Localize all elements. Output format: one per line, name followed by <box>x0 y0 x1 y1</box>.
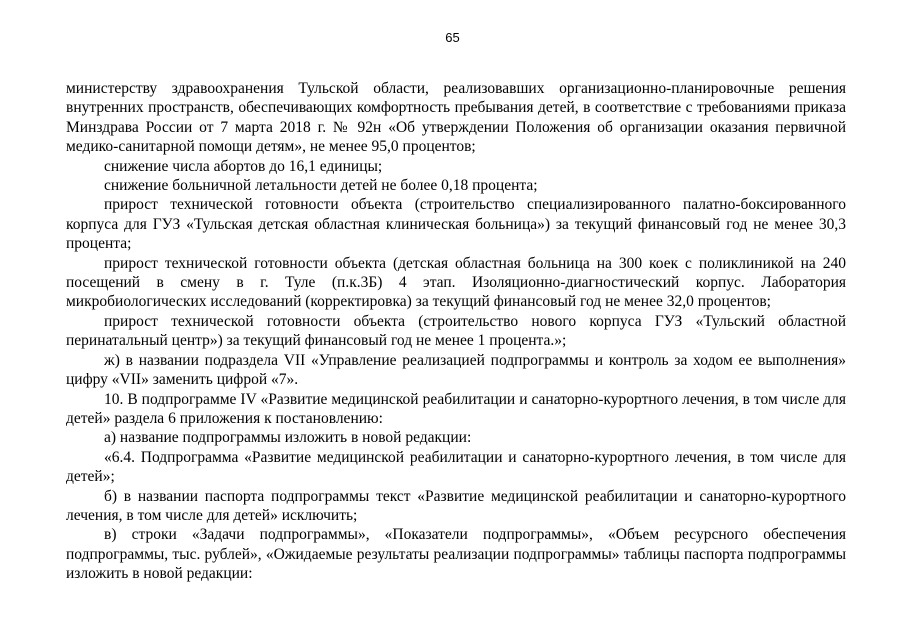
paragraph-subprogram-title: «6.4. Подпрограмма «Развитие медицинской реабилитации и санаторно-курортного лечения, в том числе для детей»; <box>66 448 846 486</box>
paragraph-item-10: 10. В подпрограмме IV «Развитие медицинской реабилитации и санаторно-курортного лечения, в том числе для детей» раздела 6 приложения к постановлению: <box>66 390 846 427</box>
paragraph-item-b: б) в названии паспорта подпрограммы текст «Развитие медицинской реабилитации и санаторно-курортного лечения, в том числе для детей» исключить; <box>66 487 846 524</box>
page-number: 65 <box>445 30 460 45</box>
paragraph-construction-progress-regional-hospital: прирост технической готовности объекта (детская областная больница на 300 коек с поликлиникой на 240 посещений в смену в г. Туле (п.к.3Б) 4 этап. Изоляционно-диагностический корпус. Лаборатория микробиологических исследований (корректировка) за текущий финансовый год не менее 32,0 процентов; <box>66 254 846 311</box>
paragraph-item-v: в) строки «Задачи подпрограммы», «Показатели подпрограммы», «Объем ресурсного обеспечения подпрограммы, тыс. рублей», «Ожидаемые результаты реализации подпрограммы» таблицы паспорта подпрограммы изложить в новой редакции: <box>66 526 846 583</box>
paragraph-construction-progress-perinatal-center: прирост технической готовности объекта (строительство нового корпуса ГУЗ «Тульский областной перинатальный центр») за текущий финансовый год не менее 1 процента.»; <box>66 312 846 350</box>
paragraph-abortion-reduction: снижение числа абортов до 16,1 единицы; <box>104 157 383 175</box>
paragraph-continuation: министерству здравоохранения Тульской области, реализовавших организационно-планировочные решения внутренних пространств, обеспечивающих комфортность пребывания детей, в соответствие с требованиями приказа Минздрава России от 7 марта 2018 г. № 92н «Об утверждении Положения об организации оказания первичной медико-санитарной помощи детям», не менее 95,0 процентов; <box>66 80 846 156</box>
paragraph-construction-progress-boxed-building: прирост технической готовности объекта (строительство специализированного палатно-боксированного корпуса для ГУЗ «Тульская детская областная клиническая больница») за текущий финансовый год не менее 30,3 процента; <box>66 196 846 253</box>
document-body <box>66 79 846 584</box>
paragraph-child-mortality: снижение больничной летальности детей не более 0,18 процента; <box>104 177 538 195</box>
paragraph-subsection-vii-rename: ж) в названии подраздела VII «Управление реализацией подпрограммы и контроль за ходом ее выполнения» цифру «VII» заменить цифрой «7». <box>66 351 846 389</box>
paragraph-item-a: а) название подпрограммы изложить в новой редакции: <box>104 429 472 447</box>
